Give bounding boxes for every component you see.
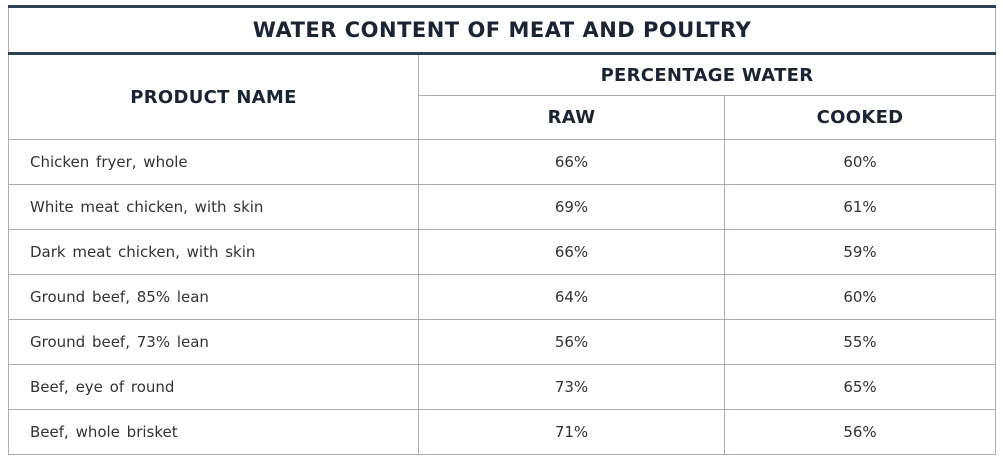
cell-raw-value: 66% bbox=[419, 140, 725, 185]
table-row bbox=[9, 140, 996, 185]
column-header-raw: RAW bbox=[419, 96, 725, 140]
column-header-product-name: PRODUCT NAME bbox=[9, 54, 419, 140]
cell-product-name: Ground beef, 73% lean bbox=[9, 320, 419, 365]
table-row bbox=[9, 275, 996, 320]
cell-cooked-value: 59% bbox=[725, 230, 996, 275]
cell-product-name: Beef, whole brisket bbox=[9, 410, 419, 455]
cell-product-name: White meat chicken, with skin bbox=[9, 185, 419, 230]
cell-cooked-value: 60% bbox=[725, 140, 996, 185]
title-row bbox=[9, 7, 996, 54]
column-header-cooked: COOKED bbox=[725, 96, 996, 140]
cell-raw-value: 69% bbox=[419, 185, 725, 230]
table-row bbox=[9, 230, 996, 275]
cell-raw-value: 66% bbox=[419, 230, 725, 275]
table-row bbox=[9, 185, 996, 230]
header-group-row bbox=[9, 54, 996, 96]
table-title: WATER CONTENT OF MEAT AND POULTRY bbox=[9, 7, 996, 54]
cell-cooked-value: 55% bbox=[725, 320, 996, 365]
table-row bbox=[9, 365, 996, 410]
cell-product-name: Ground beef, 85% lean bbox=[9, 275, 419, 320]
cell-cooked-value: 56% bbox=[725, 410, 996, 455]
table-row bbox=[9, 410, 996, 455]
cell-raw-value: 56% bbox=[419, 320, 725, 365]
cell-cooked-value: 65% bbox=[725, 365, 996, 410]
cell-raw-value: 64% bbox=[419, 275, 725, 320]
water-content-table bbox=[8, 5, 996, 455]
cell-product-name: Chicken fryer, whole bbox=[9, 140, 419, 185]
cell-product-name: Dark meat chicken, with skin bbox=[9, 230, 419, 275]
table-row bbox=[9, 320, 996, 365]
cell-cooked-value: 60% bbox=[725, 275, 996, 320]
cell-raw-value: 73% bbox=[419, 365, 725, 410]
cell-raw-value: 71% bbox=[419, 410, 725, 455]
cell-product-name: Beef, eye of round bbox=[9, 365, 419, 410]
cell-cooked-value: 61% bbox=[725, 185, 996, 230]
column-header-percentage-water: PERCENTAGE WATER bbox=[419, 54, 996, 96]
